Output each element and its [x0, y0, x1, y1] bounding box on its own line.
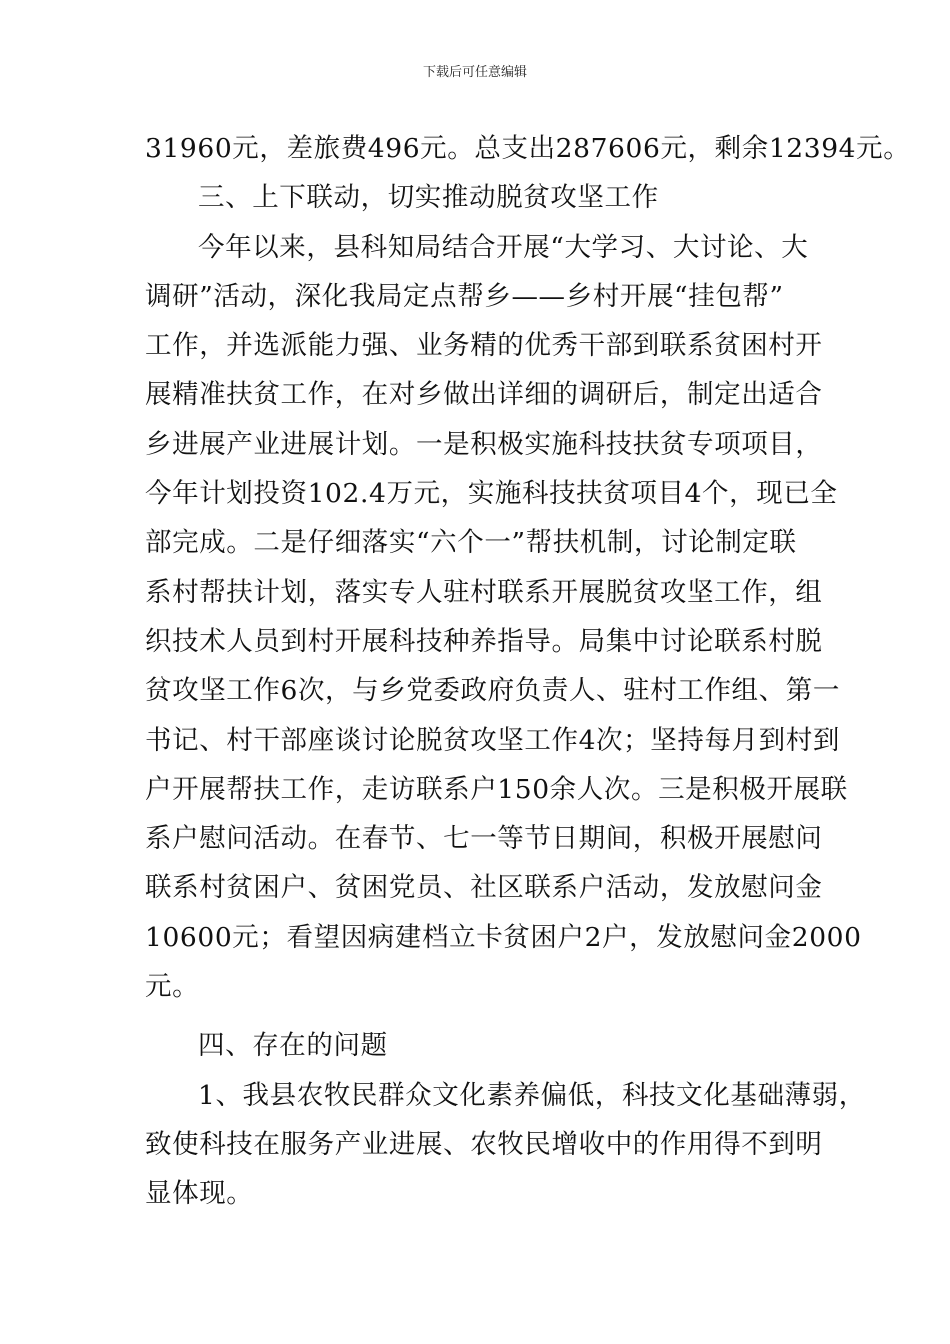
document-body [145, 124, 911, 1219]
text-line: 1、我县农牧民群众文化素养偏低，科技文化基础薄弱， [198, 1079, 866, 1111]
text-line: 系村帮扶计划，落实专人驻村联系开展脱贫攻坚工作，组 [145, 576, 823, 608]
text-line: 今年以来，县科知局结合开展“大学习、大讨论、大 [198, 231, 809, 263]
text-line: 户开展帮扶工作，走访联系户150余人次。三是积极开展联 [145, 773, 848, 805]
text-line: 贫攻坚工作6次，与乡党委政府负责人、驻村工作组、第一 [145, 675, 840, 707]
paragraph-gap [145, 1011, 815, 1021]
text-line: 织技术人员到村开展科技种养指导。局集中讨论联系村脱 [145, 625, 823, 657]
text-line: 展精准扶贫工作，在对乡做出详细的调研后，制定出适合 [145, 379, 823, 411]
section-heading: 四、存在的问题 [198, 1030, 388, 1062]
text-line: 致使科技在服务产业进展、农牧民增收中的作用得不到明 [145, 1128, 823, 1160]
text-line: 元。 [145, 971, 200, 1003]
text-line: 乡进展产业进展计划。一是积极实施科技扶贫专项项目， [145, 428, 823, 460]
text-line: 调研”活动，深化我局定点帮乡——乡村开展“挂包帮” [145, 280, 784, 312]
text-line: 10600元；看望因病建档立卡贫困户2户，发放慰问金2000 [145, 921, 862, 953]
text-line: 系户慰问活动。在春节、七一等节日期间，积极开展慰问 [145, 823, 823, 855]
text-line: 工作，并选派能力强、业务精的优秀干部到联系贫困村开 [145, 330, 823, 362]
text-line: 31960元，差旅费496元。总支出287606元，剩余12394元。 [145, 133, 911, 164]
text-line: 今年计划投资102.4万元，实施科技扶贫项目4个，现已全 [145, 478, 838, 510]
text-line: 书记、村干部座谈讨论脱贫攻坚工作4次；坚持每月到村到 [145, 724, 840, 756]
text-line: 联系村贫困户、贫困党员、社区联系户活动，发放慰问金 [145, 872, 823, 904]
text-line: 显体现。 [145, 1178, 254, 1210]
text-line: 部完成。二是仔细落实“六个一”帮扶机制，讨论制定联 [145, 527, 797, 559]
section-heading: 三、上下联动，切实推动脱贫攻坚工作 [198, 182, 659, 214]
page-header: 下载后可任意编辑 [422, 65, 527, 80]
